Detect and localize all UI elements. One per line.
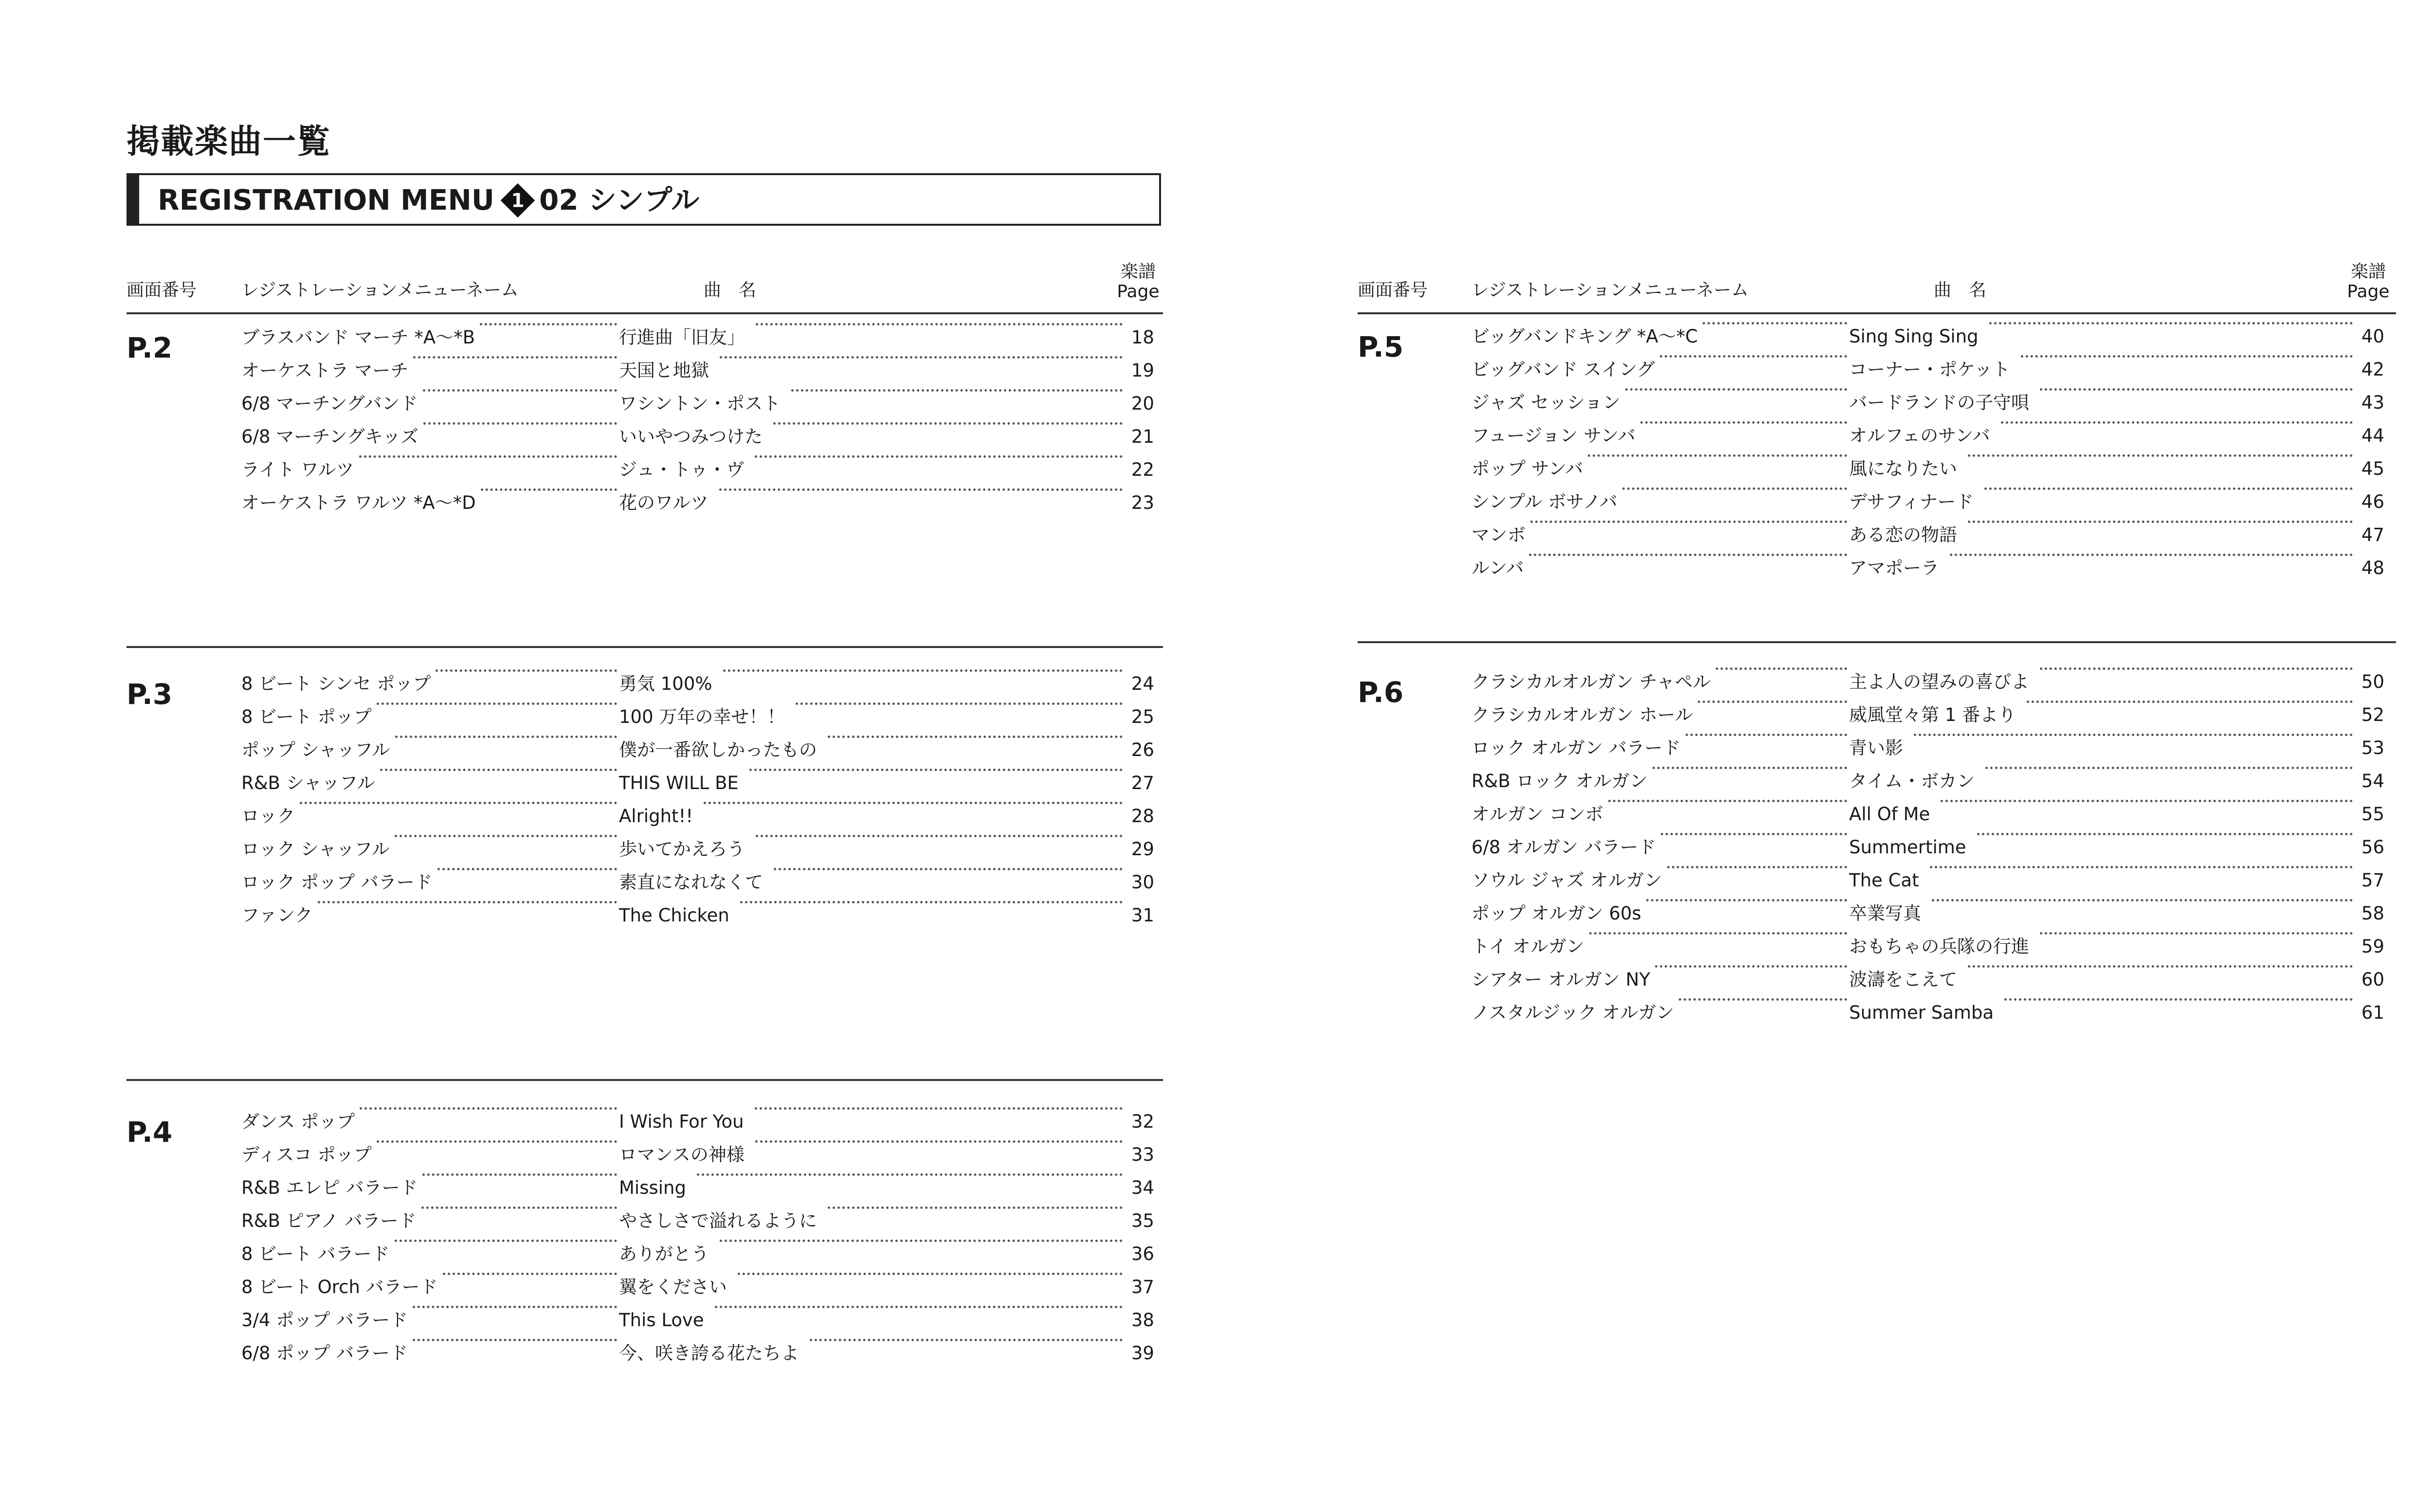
menu-name: ジャズ セッション — [1471, 392, 1621, 413]
dot-leader — [359, 455, 617, 458]
page-number: 20 — [1131, 393, 1154, 414]
section-divider — [1358, 641, 2396, 643]
menu-name: ビッグバンドキング *A～*C — [1471, 326, 1698, 347]
page-number: 53 — [2361, 738, 2384, 758]
menu-name: ファンク — [241, 905, 313, 926]
menu-name: ロック ポップ バラード — [241, 872, 433, 893]
page-number: 36 — [1131, 1243, 1154, 1264]
page-number: 33 — [1131, 1144, 1154, 1165]
dot-leader — [1661, 833, 1847, 835]
song-title: 天国と地獄 — [619, 360, 709, 381]
song-title: アマポーラ — [1849, 558, 1939, 578]
dot-leader — [423, 389, 617, 392]
song-title: The Cat — [1849, 870, 1919, 891]
screen-number-label: P.5 — [1358, 330, 1404, 363]
menu-name: ビッグバンド スイング — [1471, 359, 1655, 380]
dot-leader — [1622, 487, 1847, 490]
list-item — [241, 1273, 1154, 1302]
song-title: 勇気 100% — [619, 673, 712, 694]
dot-leader — [756, 323, 1123, 325]
menu-name: ポップ シャッフル — [241, 739, 390, 760]
menu-name: ディスコ ポップ — [241, 1144, 372, 1165]
dot-leader — [810, 1339, 1123, 1341]
menu-name: R&B ピアノ バラード — [241, 1210, 417, 1231]
menu-name: ルンバ — [1471, 558, 1524, 578]
column-header-page-line2: Page — [1117, 282, 1160, 302]
list-item — [1471, 667, 2384, 697]
dot-leader — [377, 702, 617, 705]
dot-leader — [395, 736, 617, 738]
dot-leader — [2040, 667, 2353, 670]
list-item — [1471, 965, 2384, 994]
list-item — [1471, 487, 2384, 517]
menu-name: 8 ビート Orch バラード — [241, 1277, 438, 1297]
list-item — [241, 669, 1154, 699]
song-title: オルフェのサンバ — [1849, 425, 1990, 446]
list-item — [241, 1206, 1154, 1236]
header-rule — [1358, 312, 2396, 314]
screen-number-label: P.6 — [1358, 676, 1404, 709]
menu-name: 6/8 マーチングキッズ — [241, 426, 418, 447]
dot-leader — [1529, 554, 1847, 556]
song-title: ワシントン・ポスト — [619, 393, 781, 414]
list-item — [1471, 421, 2384, 450]
list-item — [241, 835, 1154, 864]
dot-leader — [380, 769, 617, 771]
dot-leader — [2027, 701, 2353, 703]
menu-name: R&B エレピ バラード — [241, 1177, 418, 1198]
dot-leader — [2040, 932, 2353, 935]
dot-leader — [1716, 667, 1847, 670]
song-title: Summertime — [1849, 837, 1966, 858]
song-title: All Of Me — [1849, 804, 1930, 825]
dot-leader — [755, 455, 1123, 458]
page-number: 24 — [1131, 673, 1154, 694]
song-title: 素直になれなくて — [619, 872, 763, 893]
header-rule — [127, 312, 1163, 314]
menu-name: R&B ロック オルガン — [1471, 771, 1648, 792]
list-item — [1471, 701, 2384, 730]
dot-leader — [1646, 899, 1847, 901]
song-title: タイム・ボカン — [1849, 771, 1975, 792]
dot-leader — [773, 422, 1123, 425]
page-number: 44 — [2361, 425, 2384, 446]
dot-leader — [756, 835, 1123, 837]
banner-accent-bar — [128, 175, 139, 224]
page-number: 21 — [1131, 426, 1154, 447]
list-item — [241, 455, 1154, 485]
list-item — [241, 868, 1154, 897]
list-item — [1471, 899, 2384, 928]
song-title: Alright!! — [619, 806, 693, 827]
list-item — [241, 901, 1154, 930]
song-title: Summer Samba — [1849, 1002, 1994, 1023]
dot-leader — [704, 802, 1123, 804]
dot-leader — [755, 1107, 1123, 1110]
dot-leader — [1588, 454, 1847, 457]
page-number: 58 — [2361, 903, 2384, 924]
column-header-screen-number: 画面番号 — [127, 280, 197, 300]
dot-leader — [723, 669, 1123, 672]
list-item — [241, 422, 1154, 451]
dot-leader — [413, 1339, 617, 1341]
list-item — [241, 736, 1154, 765]
list-item — [1471, 767, 2384, 796]
page-number: 43 — [2361, 392, 2384, 413]
song-title: 翼をください — [619, 1277, 727, 1297]
dot-leader — [1989, 322, 2353, 324]
list-item — [1471, 932, 2384, 961]
song-title: 威風堂々第 1 番より — [1849, 704, 2016, 725]
song-title: 主よ人の望みの喜びよ — [1849, 671, 2029, 692]
dot-leader — [1968, 454, 2353, 457]
column-header-screen-number: 画面番号 — [1358, 280, 1428, 300]
menu-name: 8 ビート バラード — [241, 1243, 390, 1264]
dot-leader — [1608, 800, 1847, 802]
list-item — [241, 323, 1154, 352]
page-number: 61 — [2361, 1002, 2384, 1023]
list-item — [241, 488, 1154, 518]
page-number: 29 — [1131, 839, 1154, 860]
page-number: 42 — [2361, 359, 2384, 380]
dot-leader — [1941, 800, 2353, 802]
menu-name: オーケストラ ワルツ *A～*D — [241, 492, 476, 513]
dot-leader — [1667, 866, 1847, 868]
song-title: This Love — [619, 1310, 704, 1331]
dot-leader — [791, 389, 1123, 392]
list-item — [241, 1107, 1154, 1136]
page-number: 55 — [2361, 804, 2384, 825]
dot-leader — [828, 736, 1123, 738]
page-title: 掲載楽曲一覧 — [127, 123, 331, 161]
page-number: 32 — [1131, 1111, 1154, 1132]
dot-leader — [318, 901, 617, 903]
dot-leader — [422, 1173, 617, 1176]
page-number: 54 — [2361, 771, 2384, 792]
column-header-song: 曲 名 — [704, 280, 757, 300]
page-number: 22 — [1131, 459, 1154, 480]
dot-leader — [720, 1240, 1123, 1242]
list-item — [241, 389, 1154, 418]
song-title: 僕が一番欲しかったもの — [619, 739, 817, 760]
menu-name: ノスタルジック オルガン — [1471, 1002, 1674, 1023]
dot-leader — [300, 802, 617, 804]
menu-name: 3/4 ポップ バラード — [241, 1310, 408, 1331]
page-number: 19 — [1131, 360, 1154, 381]
page-number: 46 — [2361, 491, 2384, 512]
list-item — [1471, 800, 2384, 829]
song-title: ありがとう — [619, 1243, 709, 1264]
list-item — [241, 356, 1154, 385]
registration-menu-label: REGISTRATION MENU — [158, 183, 495, 217]
page-number: 48 — [2361, 558, 2384, 578]
dot-leader — [740, 901, 1123, 903]
dot-leader — [1950, 554, 2353, 556]
song-title: デサフィナード — [1849, 491, 1974, 512]
menu-name: 8 ビート シンセ ポップ — [241, 673, 431, 694]
list-item — [1471, 454, 2384, 484]
dot-leader — [1932, 899, 2353, 901]
song-title: 卒業写真 — [1849, 903, 1921, 924]
dot-leader — [774, 868, 1123, 870]
dot-leader — [1652, 767, 1847, 769]
dot-leader — [697, 1173, 1123, 1176]
menu-name: ロック シャッフル — [241, 839, 390, 860]
column-header-page-line1: 楽譜 — [1120, 262, 1156, 282]
song-title: 今、咲き誇る花たちよ — [619, 1343, 799, 1364]
menu-name: ロック — [241, 806, 295, 827]
list-item — [1471, 998, 2384, 1027]
page-number: 39 — [1131, 1343, 1154, 1364]
list-item — [1471, 734, 2384, 763]
song-title: 100 万年の幸せ！！ — [619, 706, 785, 727]
page-number: 40 — [2361, 326, 2384, 347]
menu-name: ポップ オルガン 60s — [1471, 903, 1641, 924]
list-item — [1471, 355, 2384, 384]
page-number: 18 — [1131, 327, 1154, 348]
dot-leader — [1660, 355, 1847, 358]
song-title: I Wish For You — [619, 1111, 744, 1132]
section-divider — [127, 1079, 1163, 1081]
page-number: 38 — [1131, 1310, 1154, 1331]
song-title: ジュ・トゥ・ヴ — [619, 459, 744, 480]
list-item — [1471, 554, 2384, 583]
column-header-menu-name: レジストレーションメニューネーム — [241, 280, 519, 300]
dot-leader — [1977, 833, 2353, 835]
page-number: 27 — [1131, 773, 1154, 793]
dot-leader — [720, 356, 1123, 359]
menu-name: 8 ビート ポップ — [241, 706, 372, 727]
page-number: 35 — [1131, 1210, 1154, 1231]
dot-leader — [1679, 998, 1847, 1001]
list-item — [1471, 388, 2384, 417]
dot-leader — [395, 835, 617, 837]
song-title: おもちゃの兵隊の行進 — [1849, 936, 2029, 957]
registration-menu-heading — [158, 185, 699, 216]
page-number: 52 — [2361, 704, 2384, 725]
song-title: ロマンスの神様 — [619, 1144, 744, 1165]
dot-leader — [2004, 998, 2353, 1001]
song-title: コーナー・ポケット — [1849, 359, 2011, 380]
dot-leader — [481, 488, 617, 491]
dot-leader — [1698, 701, 1847, 703]
list-item — [1471, 866, 2384, 895]
dot-leader — [715, 1306, 1123, 1308]
song-title: THIS WILL BE — [619, 773, 739, 793]
dot-leader — [443, 1273, 617, 1275]
dot-leader — [1968, 521, 2353, 523]
list-item — [241, 1140, 1154, 1170]
menu-name: 6/8 マーチングバンド — [241, 393, 418, 414]
menu-name: マンボ — [1471, 524, 1525, 545]
dot-leader — [1703, 322, 1847, 324]
dot-leader — [413, 356, 617, 359]
page-number: 28 — [1131, 806, 1154, 827]
page-number: 47 — [2361, 524, 2384, 545]
menu-name: 6/8 ポップ バラード — [241, 1343, 408, 1364]
screen-number-label: P.3 — [127, 678, 173, 711]
page-number: 45 — [2361, 458, 2384, 479]
dot-leader — [1985, 767, 2353, 769]
page-number: 59 — [2361, 936, 2384, 957]
screen-number-label: P.2 — [127, 331, 173, 364]
list-item — [241, 1306, 1154, 1335]
column-header-menu-name: レジストレーションメニューネーム — [1471, 280, 1749, 300]
number-badge-digit: 1 — [511, 189, 525, 212]
page-number: 37 — [1131, 1277, 1154, 1297]
menu-name: ポップ サンバ — [1471, 458, 1583, 479]
dot-leader — [738, 1273, 1123, 1275]
menu-name: ソウル ジャズ オルガン — [1471, 870, 1662, 891]
registration-menu-name: 02 シンプル — [539, 183, 700, 217]
menu-name: R&B シャッフル — [241, 773, 375, 793]
column-header-song: 曲 名 — [1934, 280, 1987, 300]
list-item — [241, 1173, 1154, 1203]
menu-name: クラシカルオルガン チャペル — [1471, 671, 1711, 692]
dot-leader — [377, 1140, 617, 1143]
registration-menu-banner — [127, 173, 1161, 226]
menu-name: トイ オルガン — [1471, 936, 1584, 957]
song-title: The Chicken — [619, 905, 729, 926]
menu-name: ロック オルガン バラード — [1471, 738, 1681, 758]
song-title: 行進曲「旧友」 — [619, 327, 745, 348]
menu-name: シアター オルガン NY — [1471, 969, 1651, 990]
dot-leader — [421, 1206, 617, 1209]
dot-leader — [1930, 866, 2353, 868]
menu-name: クラシカルオルガン ホール — [1471, 704, 1693, 725]
dot-leader — [480, 323, 617, 325]
page-number: 57 — [2361, 870, 2384, 891]
page-number: 30 — [1131, 872, 1154, 893]
dot-leader — [2001, 421, 2353, 424]
song-title: バードランドの子守唄 — [1849, 392, 2029, 413]
list-item — [241, 1240, 1154, 1269]
dot-leader — [1984, 487, 2353, 490]
page-number: 31 — [1131, 905, 1154, 926]
dot-leader — [423, 422, 617, 425]
page-number: 23 — [1131, 492, 1154, 513]
song-title: 風になりたい — [1849, 458, 1957, 479]
menu-name: ライト ワルツ — [241, 459, 354, 480]
dot-leader — [1968, 965, 2353, 968]
page-number: 25 — [1131, 706, 1154, 727]
song-title: 花のワルツ — [619, 492, 708, 513]
page-number: 26 — [1131, 739, 1154, 760]
menu-name: フュージョン サンバ — [1471, 425, 1635, 446]
dot-leader — [395, 1240, 617, 1242]
page-number: 50 — [2361, 671, 2384, 692]
song-title: Missing — [619, 1177, 686, 1198]
list-item — [1471, 521, 2384, 550]
list-item — [241, 702, 1154, 732]
dot-leader — [1530, 521, 1847, 523]
dot-leader — [828, 1206, 1123, 1209]
column-header-page-line1: 楽譜 — [2350, 262, 2386, 282]
column-header-page-line2: Page — [2347, 282, 2390, 302]
song-title: 歩いてかえろう — [619, 839, 745, 860]
dot-leader — [360, 1107, 617, 1110]
list-item — [241, 769, 1154, 798]
dot-leader — [755, 1140, 1123, 1143]
column-header-page — [2332, 262, 2405, 302]
section-divider — [127, 646, 1163, 648]
page-number: 56 — [2361, 837, 2384, 858]
number-badge-icon — [501, 183, 535, 218]
dot-leader — [2040, 388, 2353, 391]
list-item — [1471, 322, 2384, 351]
column-header-page — [1102, 262, 1175, 302]
menu-name: オルガン コンボ — [1471, 804, 1603, 825]
song-title: いいやつみつけた — [619, 426, 763, 447]
dot-leader — [796, 702, 1123, 705]
list-item — [241, 1339, 1154, 1368]
menu-name: シンプル ボサノバ — [1471, 491, 1617, 512]
dot-leader — [1640, 421, 1847, 424]
dot-leader — [1589, 932, 1847, 935]
dot-leader — [1914, 734, 2353, 736]
dot-leader — [436, 669, 617, 672]
dot-leader — [437, 868, 617, 870]
page-number: 60 — [2361, 969, 2384, 990]
song-title: 青い影 — [1849, 738, 1903, 758]
dot-leader — [413, 1306, 617, 1308]
menu-name: 6/8 オルガン バラード — [1471, 837, 1656, 858]
dot-leader — [719, 488, 1123, 491]
page-number: 34 — [1131, 1177, 1154, 1198]
menu-name: オーケストラ マーチ — [241, 360, 409, 381]
menu-name: ブラスバンド マーチ *A～*B — [241, 327, 475, 348]
song-title: Sing Sing Sing — [1849, 326, 1979, 347]
song-title: ある恋の物語 — [1849, 524, 1957, 545]
dot-leader — [1686, 734, 1847, 736]
dot-leader — [2021, 355, 2353, 358]
song-title: 波濤をこえて — [1849, 969, 1957, 990]
list-item — [1471, 833, 2384, 862]
dot-leader — [749, 769, 1123, 771]
list-item — [241, 802, 1154, 831]
dot-leader — [1625, 388, 1847, 391]
song-title: やさしさで溢れるように — [619, 1210, 817, 1231]
dot-leader — [1655, 965, 1847, 968]
screen-number-label: P.4 — [127, 1116, 173, 1149]
menu-name: ダンス ポップ — [241, 1111, 355, 1132]
